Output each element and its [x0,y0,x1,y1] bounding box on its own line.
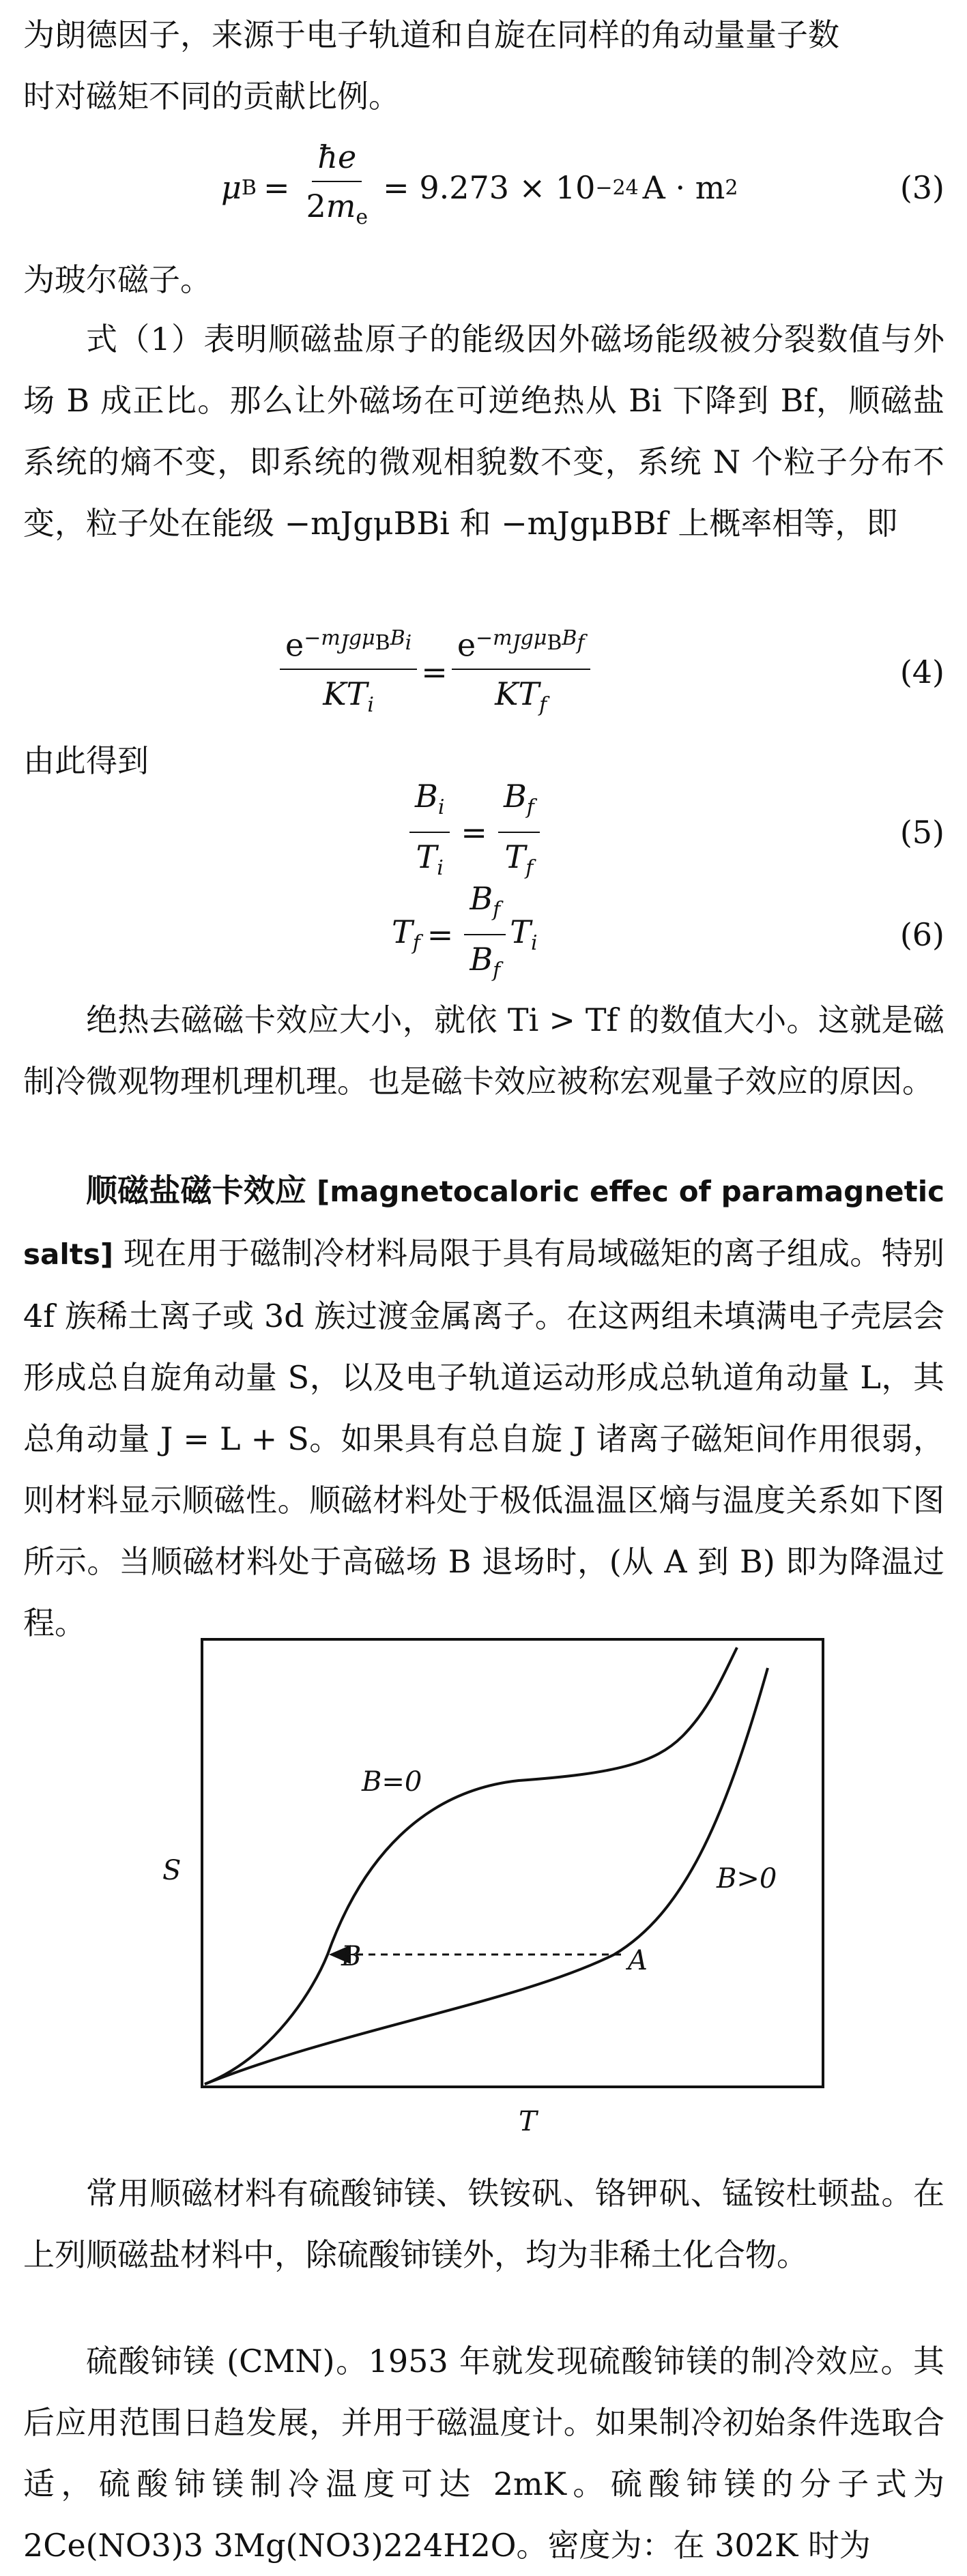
paragraph-lande-factor [23,4,944,127]
equation-unit: A · m [642,169,725,206]
equation-4 [23,628,944,716]
equation-6 [23,879,944,983]
x-axis-label: T [519,2106,537,2137]
series-line-bpos [205,1668,768,2084]
paragraph-paramagnetic-salts [23,1160,944,1654]
fraction: $\frac{B_i}{T_i}$ [409,776,450,888]
equation-value: = 9.273 × 10 [383,169,596,206]
equation-3 [23,138,944,232]
fraction: $\frac{e^{-m_Jg\mu_BB_f}}{KT_f}$ [452,619,590,726]
text-line: 为朗德因子，来源于电子轨道和自旋在同样的角动量量子数 [23,16,839,53]
text-line: 为玻尔磁子。 [23,261,212,298]
equation-body: $\frac{e^{-m_Jg\mu_BB_i}}{KT_i}$ = $\frac{e^{-m_Jg\mu_BB_f}}{KT_f}$ [276,628,594,716]
paragraph-zeeman-splitting: 式（1）表明顺磁盐原子的能级因外磁场能级被分裂数值与外场 B 成正比。那么让外磁场在可逆绝热从 Bi 下降到 Bf，顺磁盐系统的熵不变，即系统的微观相貌数不变，系统 N 个粒子分布不变，粒子处在能级 −mJgμBBi 和 −mJgμBBf 上概率相等，即 [23,321,944,542]
equation-exponent: −24 [595,175,639,200]
paragraph-hence: 由此得到 [23,742,149,779]
section-title-english: [magnetocaloric effec of paramagnetic salts] [23,1175,945,1271]
paragraph-body: 现在用于磁制冷材料局限于具有局域磁矩的离子组成。特别 4f 族稀土离子或 3d 族过渡金属离子。在这两组未填满电子壳层会形成总自旋角动量 S，以及电子轨道运动形成总轨道角动量 L，其总角动量 J = L + S。如果具有总自旋 J 诸离子磁矩间作用很弱，则材料显示顺磁性。顺磁材料处于极低温温区熵与温度关系如下图所示。当顺磁材料处于高磁场 B 退场时，(从 A 到 B) 即为降温过程。 [23,1235,944,1641]
point-label-a: A [628,1945,648,1976]
equation-body: $\frac{B_i}{T_i}$ = $\frac{B_f}{T_f}$ [405,788,544,877]
series-line-b0 [205,1648,737,2084]
fraction: $\frac{ħe}{2m_e}$ [306,138,369,230]
equation-body: $T_f$ = $\frac{B_f}{B_f}$ $T_i$ [392,890,538,979]
y-axis-label: S [162,1855,182,1886]
paragraph-common-materials: 常用顺磁材料有硫酸铈镁、铁铵矾、铬钾矾、锰铵杜顿盐。在上列顺磁盐材料中，除硫酸铈镁外，均为非稀土化合物。 [23,2175,944,2273]
equation-number: (4) [899,654,944,690]
series-label-b0: B=0 [362,1766,422,1798]
paragraph-cmn: 硫酸铈镁 (CMN)。1953 年就发现硫酸铈镁的制冷效应。其后应用范围日趋发展，并用于磁温度计。如果制冷初始条件选取合适，硫酸铈镁制冷温度可达 2mK。硫酸铈镁的分子式为 2Ce(NO3)3 3Mg(NO3)224H2O。密度为：在 302K 时为 [23,2343,944,2564]
point-label-b: B [341,1941,362,1972]
paragraph-magnetocaloric-size: 绝热去磁磁卡效应大小，就依 Ti > Tf 的数值大小。这就是磁制冷微观物理机理机理。也是磁卡效应被称宏观量子效应的原因。 [23,1001,944,1100]
section-title: 顺磁盐磁卡效应 [86,1172,307,1209]
equation-5 [23,777,944,881]
series-label-bpos: B>0 [717,1863,777,1894]
equation-number: (5) [899,814,944,851]
equation-body: μ B = $\frac{ħe}{2m_e}$ = 9.273 × 10 −24 A · m 2 [221,143,738,232]
paragraph-bohr-magneton [23,249,944,310]
equation-number: (3) [899,169,944,206]
fraction: $\frac{B_f}{T_f}$ [498,776,540,888]
fraction: $\frac{e^{-m_Jg\mu_BB_i}}{KT_i}$ [280,619,417,726]
equation-number: (6) [899,916,944,953]
text-line: 时对磁矩不同的贡献比例。 [23,78,400,115]
fraction: $\frac{B_f}{B_f}$ [464,879,506,991]
entropy-temperature-chart [136,1634,833,2139]
